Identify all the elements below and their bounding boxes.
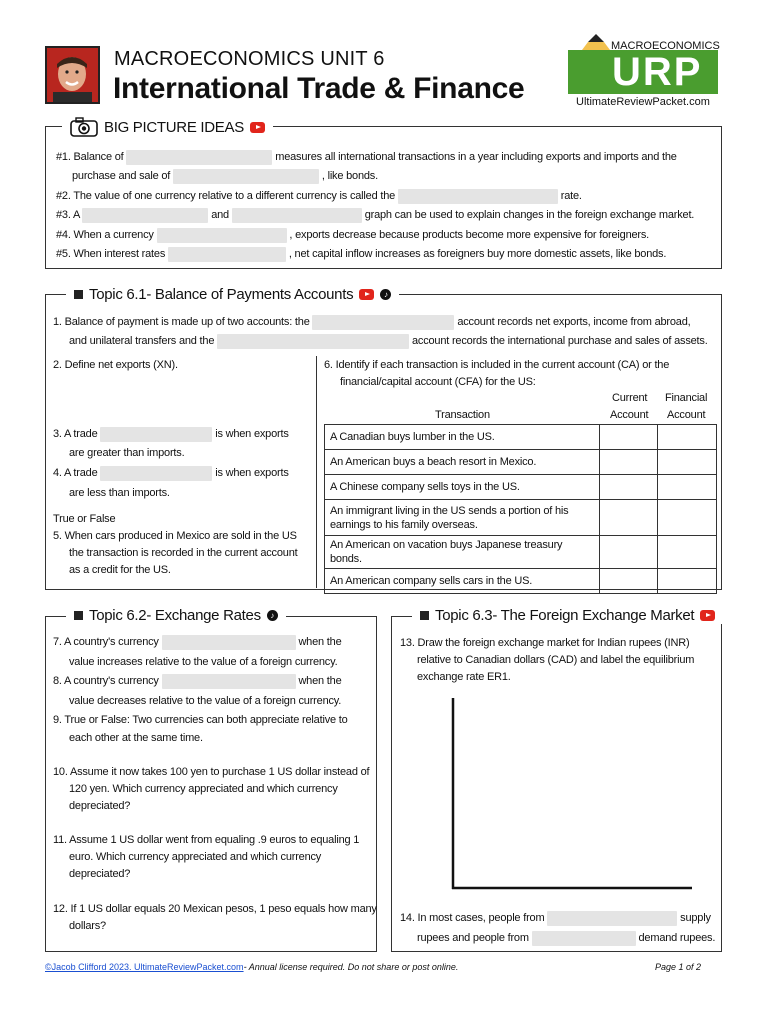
q1-text-b: account records net exports, income from abroad,	[457, 316, 691, 328]
q14-line-2	[417, 930, 715, 947]
current-account-cell[interactable]	[600, 500, 658, 536]
q5-line-2: the transaction is recorded in the current account	[69, 547, 298, 559]
q2: 2. Define net exports (XN).	[53, 359, 178, 371]
blank[interactable]	[82, 208, 208, 223]
table-row	[325, 569, 717, 594]
big-picture-title-bar	[62, 117, 273, 137]
topic-6-1-title-bar	[66, 286, 399, 303]
q3-line-1	[53, 426, 289, 443]
page-title: International Trade & Finance	[113, 72, 525, 105]
table-row	[325, 500, 717, 536]
q1-text-c: and unilateral transfers and the	[69, 335, 215, 347]
q14-text-a: 14. In most cases, people from	[400, 912, 545, 924]
q12-line-2: dollars?	[69, 920, 106, 932]
youtube-icon[interactable]	[250, 122, 265, 133]
author-portrait-icon	[47, 48, 98, 102]
topic-6-1-title: Topic 6.1- Balance of Payments Accounts	[89, 286, 354, 303]
camera-icon	[70, 117, 98, 137]
idea-1-text-a: #1. Balance of	[56, 151, 124, 163]
idea-5-text-b: , net capital inflow increases as foreigners buy more domestic assets, like bonds.	[288, 248, 667, 260]
blank[interactable]	[162, 635, 296, 650]
blank[interactable]	[100, 466, 212, 481]
idea-2	[56, 188, 582, 205]
q6-line-1: 6. Identify if each transaction is included in the current account (CA) or the	[324, 359, 670, 371]
q10-line-2: 120 yen. Which currency appreciated and which currency	[69, 783, 338, 795]
idea-1-text-b: measures all international transactions in a year including exports and imports and the	[275, 151, 677, 163]
q6-line-2: financial/capital account (CFA) for the US:	[340, 376, 536, 388]
financial-account-cell[interactable]	[658, 500, 717, 536]
blank[interactable]	[217, 334, 409, 349]
q4-text-b: is when exports	[215, 467, 289, 479]
bullet-square-icon	[74, 290, 83, 299]
idea-1-text-c: purchase and sale of	[72, 170, 171, 182]
idea-4-text-b: , exports decrease because products become more expensive for foreigners.	[289, 229, 650, 241]
q8-text-b: when the	[298, 675, 342, 687]
q3-text-b: is when exports	[215, 428, 289, 440]
col-current-header-1: Current	[612, 392, 648, 404]
page-number: Page 1 of 2	[655, 962, 702, 972]
q8-line-1	[53, 673, 341, 690]
idea-3	[56, 207, 694, 224]
current-account-cell[interactable]	[600, 569, 658, 594]
topic-6-3-title: Topic 6.3- The Foreign Exchange Market	[435, 607, 695, 624]
idea-2-text-b: rate.	[560, 190, 582, 202]
q3-text-a: 3. A trade	[53, 428, 98, 440]
logo-url[interactable]: UltimateReviewPacket.com	[576, 96, 710, 108]
blank[interactable]	[162, 674, 296, 689]
logo-main-text: URP	[612, 50, 703, 94]
author-photo	[45, 46, 100, 104]
current-account-cell[interactable]	[600, 425, 658, 450]
q1-text-d: account records the international purchase and sales of assets.	[411, 335, 708, 347]
col-current-header-2: Account	[610, 409, 649, 421]
financial-account-cell[interactable]	[658, 569, 717, 594]
blank[interactable]	[168, 247, 286, 262]
q14-text-c: rupees and people from	[417, 932, 529, 944]
financial-account-cell[interactable]	[658, 450, 717, 475]
bullet-square-icon	[420, 611, 429, 620]
q9-line-2: each other at the same time.	[69, 732, 203, 744]
youtube-icon[interactable]	[359, 289, 374, 300]
idea-3-text-c: graph can be used to explain changes in the foreign exchange market.	[364, 209, 695, 221]
idea-1	[56, 149, 677, 166]
topic-6-1-divider	[316, 356, 317, 588]
blank[interactable]	[312, 315, 454, 330]
bullet-square-icon	[74, 611, 83, 620]
transaction-cell: An American company sells cars in the US.	[325, 569, 600, 594]
blank[interactable]	[398, 189, 558, 204]
q4-line-2: are less than imports.	[69, 487, 170, 499]
q9-line-1: 9. True or False: Two currencies can both appreciate relative to	[53, 714, 348, 726]
idea-5-text-a: #5. When interest rates	[56, 248, 166, 260]
q1-line-1	[53, 314, 690, 331]
footer-left	[45, 962, 458, 972]
q10-line-3: depreciated?	[69, 800, 131, 812]
unit-label: MACROECONOMICS UNIT 6	[114, 48, 385, 70]
transaction-cell: A Canadian buys lumber in the US.	[325, 425, 600, 450]
q14-text-b: supply	[680, 912, 711, 924]
idea-5	[56, 246, 666, 263]
true-false-label: True or False	[53, 513, 116, 525]
blank[interactable]	[100, 427, 212, 442]
q4-line-1	[53, 465, 289, 482]
transaction-cell: An American buys a beach resort in Mexico.	[325, 450, 600, 475]
q7-line-1	[53, 634, 341, 651]
q7-line-2: value increases relative to the value of a foreign currency.	[69, 656, 338, 668]
table-row	[325, 425, 717, 450]
blank[interactable]	[547, 911, 677, 926]
topic-6-3-title-bar	[412, 607, 723, 624]
tiktok-icon[interactable]: ♪	[267, 610, 278, 621]
blank[interactable]	[157, 228, 287, 243]
current-account-cell[interactable]	[600, 450, 658, 475]
blank[interactable]	[232, 208, 362, 223]
q14-line-1	[400, 910, 711, 927]
col-financial-header-1: Financial	[665, 392, 708, 404]
col-financial-header-2: Account	[667, 409, 706, 421]
table-row	[325, 450, 717, 475]
q7-text-a: 7. A country's currency	[53, 636, 159, 648]
col-transaction-header: Transaction	[435, 409, 490, 421]
q11-line-3: depreciated?	[69, 868, 131, 880]
transaction-table	[324, 424, 717, 594]
current-account-cell[interactable]	[600, 536, 658, 569]
q4-text-a: 4. A trade	[53, 467, 98, 479]
q5-line-1: 5. When cars produced in Mexico are sold in the US	[53, 530, 297, 542]
footer-notice: - Annual license required. Do not share or post online.	[243, 962, 459, 972]
transaction-cell: An American on vacation buys Japanese treasury bonds.	[325, 536, 600, 569]
q7-text-b: when the	[298, 636, 342, 648]
financial-account-cell[interactable]	[658, 475, 717, 500]
q1-line-2	[69, 333, 708, 350]
idea-4-text-a: #4. When a currency	[56, 229, 154, 241]
q11-line-1: 11. Assume 1 US dollar went from equaling .9 euros to equaling 1	[53, 834, 360, 846]
q5-line-3: as a credit for the US.	[69, 564, 171, 576]
financial-account-cell[interactable]	[658, 536, 717, 569]
q11-line-2: euro. Which currency appreciated and which currency	[69, 851, 322, 863]
current-account-cell[interactable]	[600, 475, 658, 500]
q8-line-2: value decreases relative to the value of a foreign currency.	[69, 695, 342, 707]
footer-copyright-link[interactable]: ©Jacob Clifford 2023. UltimateReviewPacket.com	[45, 962, 244, 972]
idea-1-cont	[72, 168, 378, 185]
topic-6-2-title: Topic 6.2- Exchange Rates	[89, 607, 261, 624]
urp-logo	[568, 34, 720, 112]
idea-3-text-b: and	[211, 209, 229, 221]
blank[interactable]	[532, 931, 636, 946]
q3-line-2: are greater than imports.	[69, 447, 185, 459]
table-row	[325, 475, 717, 500]
idea-4	[56, 227, 649, 244]
financial-account-cell[interactable]	[658, 425, 717, 450]
blank[interactable]	[126, 150, 272, 165]
fx-market-graph-axes[interactable]	[440, 690, 700, 895]
idea-2-text-a: #2. The value of one currency relative to a different currency is called the	[56, 190, 396, 202]
table-row	[325, 536, 717, 569]
q14-text-d: demand rupees.	[638, 932, 716, 944]
q10-line-1: 10. Assume it now takes 100 yen to purchase 1 US dollar instead of	[53, 766, 370, 778]
q1-text-a: 1. Balance of payment is made up of two accounts: the	[53, 316, 310, 328]
idea-3-text-a: #3. A	[56, 209, 80, 221]
idea-1-text-d: , like bonds.	[321, 170, 378, 182]
logo-top-text: MACROECONOMICS	[611, 40, 720, 52]
q12-line-1: 12. If 1 US dollar equals 20 Mexican pesos, 1 peso equals how many	[53, 903, 377, 915]
blank[interactable]	[173, 169, 319, 184]
q8-text-a: 8. A country's currency	[53, 675, 159, 687]
q13-line-2: relative to Canadian dollars (CAD) and label the equilibrium	[417, 654, 695, 666]
transaction-cell: An immigrant living in the US sends a portion of his earnings to his family overseas.	[325, 500, 600, 536]
q13-line-3: exchange rate ER1.	[417, 671, 511, 683]
transaction-cell: A Chinese company sells toys in the US.	[325, 475, 600, 500]
tiktok-icon[interactable]: ♪	[380, 289, 391, 300]
big-picture-title: BIG PICTURE IDEAS	[104, 118, 244, 136]
topic-6-2-title-bar	[66, 607, 286, 624]
youtube-icon[interactable]	[700, 610, 715, 621]
q13-line-1: 13. Draw the foreign exchange market for Indian rupees (INR)	[400, 637, 690, 649]
